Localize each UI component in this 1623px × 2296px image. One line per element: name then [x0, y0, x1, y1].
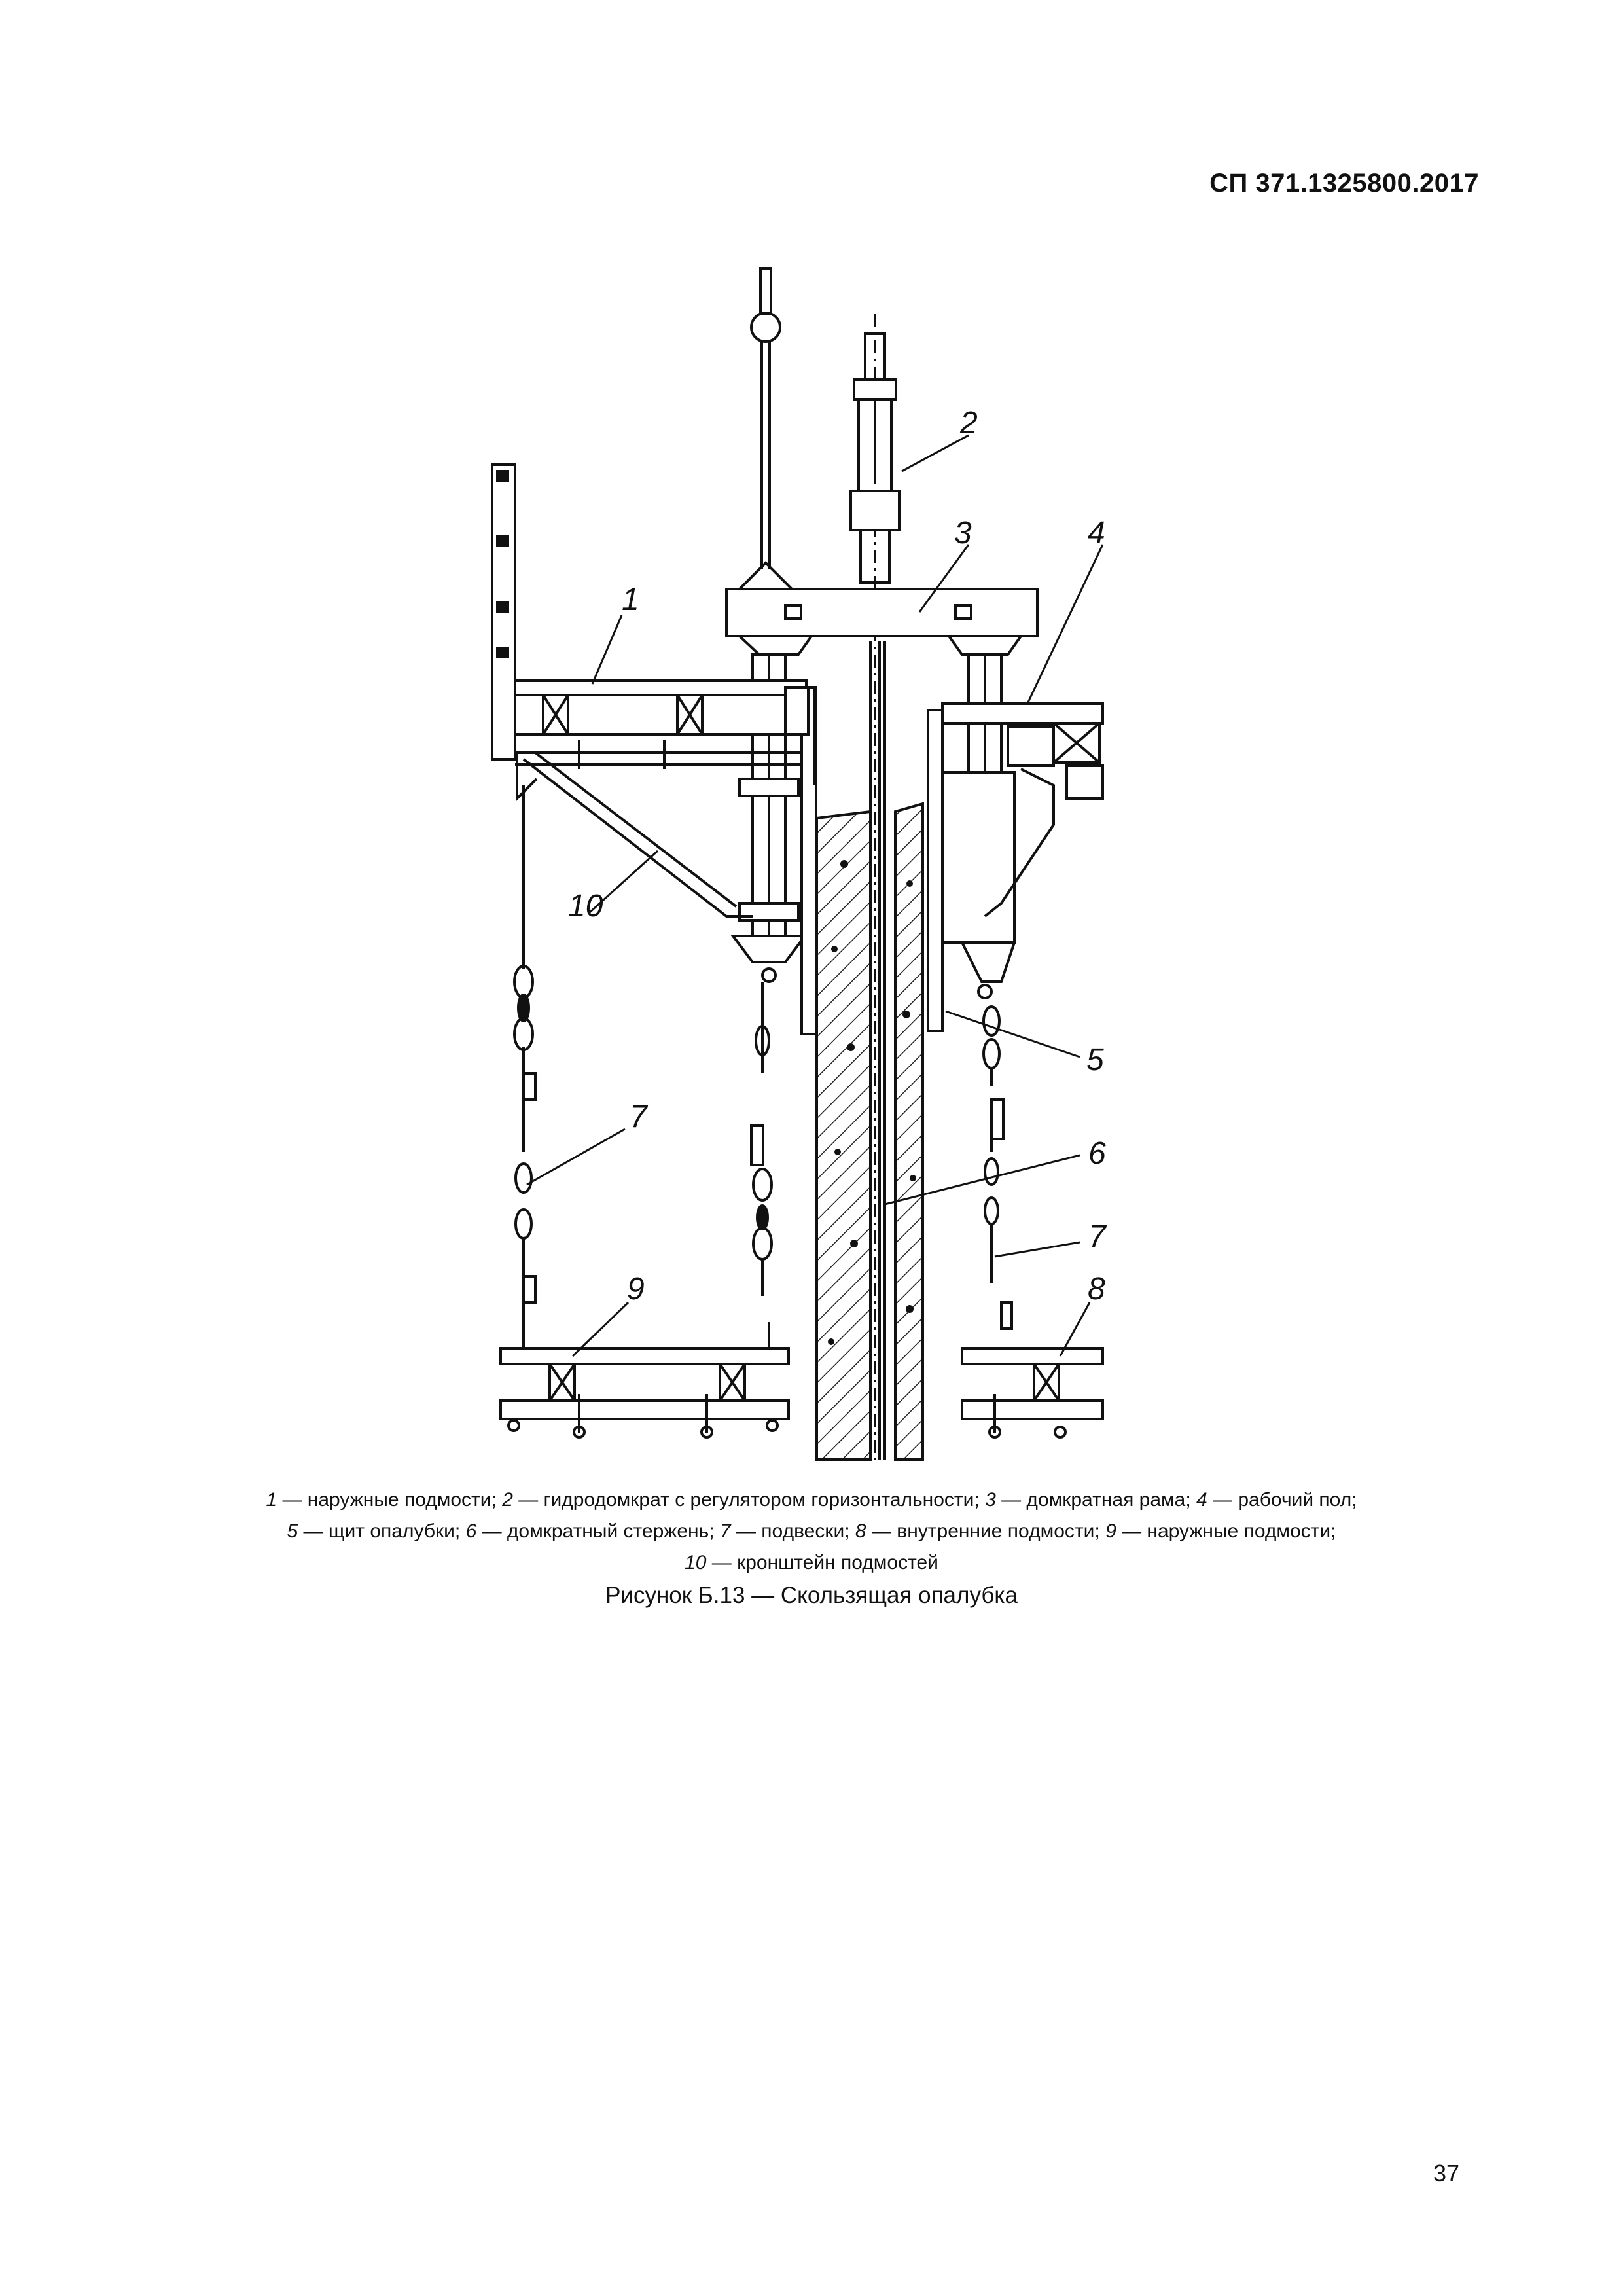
legend-text: — наружные подмости;	[1116, 1520, 1336, 1542]
sliding-formwork-drawing	[458, 255, 1171, 1473]
callout-1: 1	[622, 583, 639, 617]
legend-num: 9	[1105, 1520, 1116, 1542]
jack-rod	[870, 314, 885, 1460]
legend-num: 6	[465, 1520, 477, 1542]
callout-7-left: 7	[630, 1100, 647, 1134]
callout-7-right: 7	[1088, 1219, 1106, 1254]
scaffold-bracket	[517, 753, 753, 916]
legend-num: 8	[855, 1520, 866, 1542]
legend-num: 10	[685, 1552, 707, 1573]
legend-line-2	[131, 1516, 1492, 1547]
hanger-chain-right	[984, 1007, 1012, 1329]
legend-line-3	[131, 1547, 1492, 1579]
hanger-chain-left-outer	[514, 785, 535, 1361]
legend-text: — гидродомкрат с регулятором горизонтальности;	[512, 1489, 986, 1511]
legend-num: 2	[502, 1489, 513, 1511]
legend-line-1	[131, 1484, 1492, 1516]
legend-num: 1	[266, 1489, 277, 1511]
callout-3: 3	[954, 516, 972, 550]
legend-text: — щит опалубки;	[298, 1520, 466, 1542]
figure-legend	[131, 1484, 1492, 1579]
legend-text: — домкратная рама;	[995, 1489, 1197, 1511]
legend-text: — наружные подмости;	[277, 1489, 503, 1511]
inner-scaffold-bottom	[962, 1348, 1103, 1437]
callout-9: 9	[627, 1272, 645, 1306]
legend-text: — рабочий пол;	[1207, 1489, 1357, 1511]
callout-8: 8	[1088, 1272, 1105, 1306]
figure-caption: Рисунок Б.13 — Скользящая опалубка	[605, 1583, 1018, 1608]
hanger-chain-left-inner	[751, 982, 772, 1361]
legend-text: — подвески;	[730, 1520, 855, 1542]
outer-scaffold-bottom	[501, 1348, 789, 1437]
jack-frame	[726, 589, 1037, 655]
lifting-rod-left	[740, 268, 792, 589]
callout-4: 4	[1088, 516, 1105, 550]
legend-num: 5	[287, 1520, 298, 1542]
legend-text: — кронштейн подмостей	[706, 1552, 938, 1573]
legend-num: 7	[719, 1520, 731, 1542]
legend-num: 4	[1196, 1489, 1207, 1511]
callout-6: 6	[1088, 1136, 1106, 1171]
legend-text: — внутренние подмости;	[866, 1520, 1106, 1542]
callout-10: 10	[568, 889, 603, 924]
callout-2: 2	[960, 406, 978, 440]
legend-num: 3	[985, 1489, 996, 1511]
callout-5: 5	[1086, 1043, 1104, 1077]
formwork-panel-right	[928, 710, 942, 1031]
legend-text: — домкратный стержень;	[476, 1520, 720, 1542]
formwork-panel-left	[798, 687, 816, 1034]
document-code: СП 371.1325800.2017	[1209, 169, 1479, 198]
page-number: 37	[1433, 2160, 1459, 2187]
